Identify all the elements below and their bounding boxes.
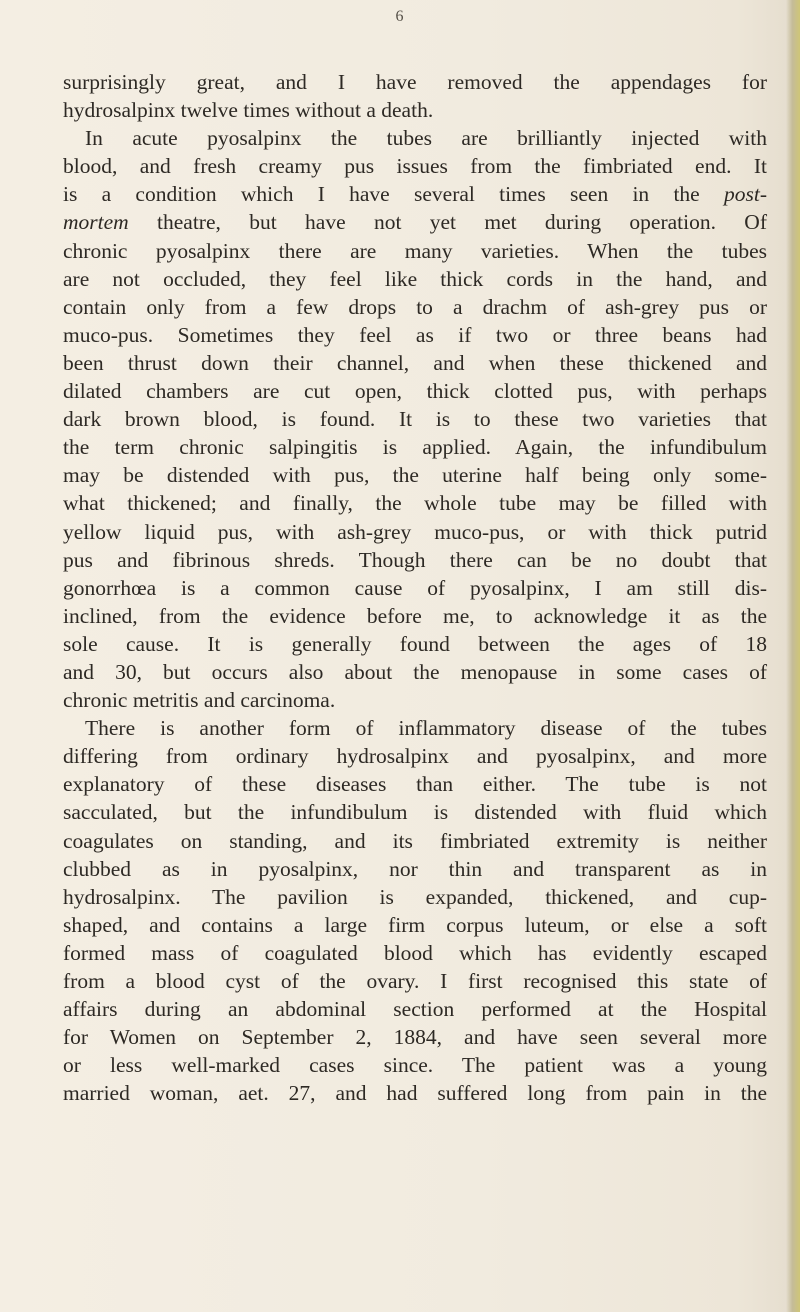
text-line: are not occluded, they feel like thick cords in the hand, and [63, 266, 767, 291]
text-line: contain only from a few drops to a drachm of ash-grey pus or [63, 294, 767, 319]
text-line: clubbed as in pyosalpinx, nor thin and transparent as in [63, 856, 767, 881]
text-line: married woman, aet. 27, and had suffered long from pain in the [63, 1081, 767, 1106]
text-line: muco-pus. Sometimes they feel as if two or three beans had [63, 322, 767, 347]
text-line: chronic metritis and carcinoma. [63, 688, 336, 713]
text-line: for Women on September 2, 1884, and have seen several more [63, 1025, 767, 1050]
text-line: hydrosalpinx twelve times without a death. [63, 98, 434, 123]
text-line: blood, and fresh creamy pus issues from the fimbriated end. It [63, 154, 767, 179]
text-line: or less well-marked cases since. The patient was a young [63, 1053, 767, 1078]
text-line: coagulates on standing, and its fimbriated extremity is neither [63, 828, 767, 853]
text-line: dilated chambers are cut open, thick clotted pus, with perhaps [63, 379, 767, 404]
text-line: inclined, from the evidence before me, to acknowledge it as the [63, 603, 767, 628]
text-line: sacculated, but the infundibulum is distended with fluid which [63, 800, 767, 825]
text-line: shaped, and contains a large firm corpus luteum, or else a soft [63, 912, 767, 937]
text-line: dark brown blood, is found. It is to these two varieties that [63, 407, 767, 432]
text-line: been thrust down their channel, and when these thickened and [63, 350, 767, 375]
text-line: mortem theatre, but have not yet met during operation. Of [63, 210, 767, 235]
text-line: gonorrhœa is a common cause of pyosalpinx, I am still dis- [63, 575, 767, 600]
text-line: surprisingly great, and I have removed the appendages for [63, 70, 767, 94]
text-line: yellow liquid pus, with ash-grey muco-pus, or with thick putrid [63, 519, 767, 544]
page-number: 6 [395, 8, 405, 25]
text-line: is a condition which I have several times seen in the post- [63, 182, 767, 207]
body-text [63, 68, 767, 1107]
text-line: affairs during an abdominal section performed at the Hospital [63, 997, 767, 1022]
text-line: chronic pyosalpinx there are many varieties. When the tubes [63, 238, 767, 263]
text-line: sole cause. It is generally found between the ages of 18 [63, 631, 767, 656]
text-line: and 30, but occurs also about the menopause in some cases of [63, 659, 767, 684]
text-line: what thickened; and finally, the whole tube may be filled with [63, 491, 767, 516]
text-line: may be distended with pus, the uterine half being only some- [63, 463, 767, 488]
page-edge-shadow [786, 0, 800, 1312]
text-line: In acute pyosalpinx the tubes are brilliantly injected with [85, 126, 767, 151]
text-line: formed mass of coagulated blood which has evidently escaped [63, 940, 767, 965]
text-line: from a blood cyst of the ovary. I first recognised this state of [63, 969, 767, 993]
text-line: explanatory of these diseases than either. The tube is not [63, 772, 767, 797]
text-line: hydrosalpinx. The pavilion is expanded, thickened, and cup- [63, 884, 767, 909]
text-line: differing from ordinary hydrosalpinx and pyosalpinx, and more [63, 744, 767, 769]
text-line: There is another form of inflammatory disease of the tubes [85, 716, 767, 741]
text-line: the term chronic salpingitis is applied. Again, the infundibulum [63, 435, 767, 460]
text-line: pus and fibrinous shreds. Though there can be no doubt that [63, 547, 767, 572]
